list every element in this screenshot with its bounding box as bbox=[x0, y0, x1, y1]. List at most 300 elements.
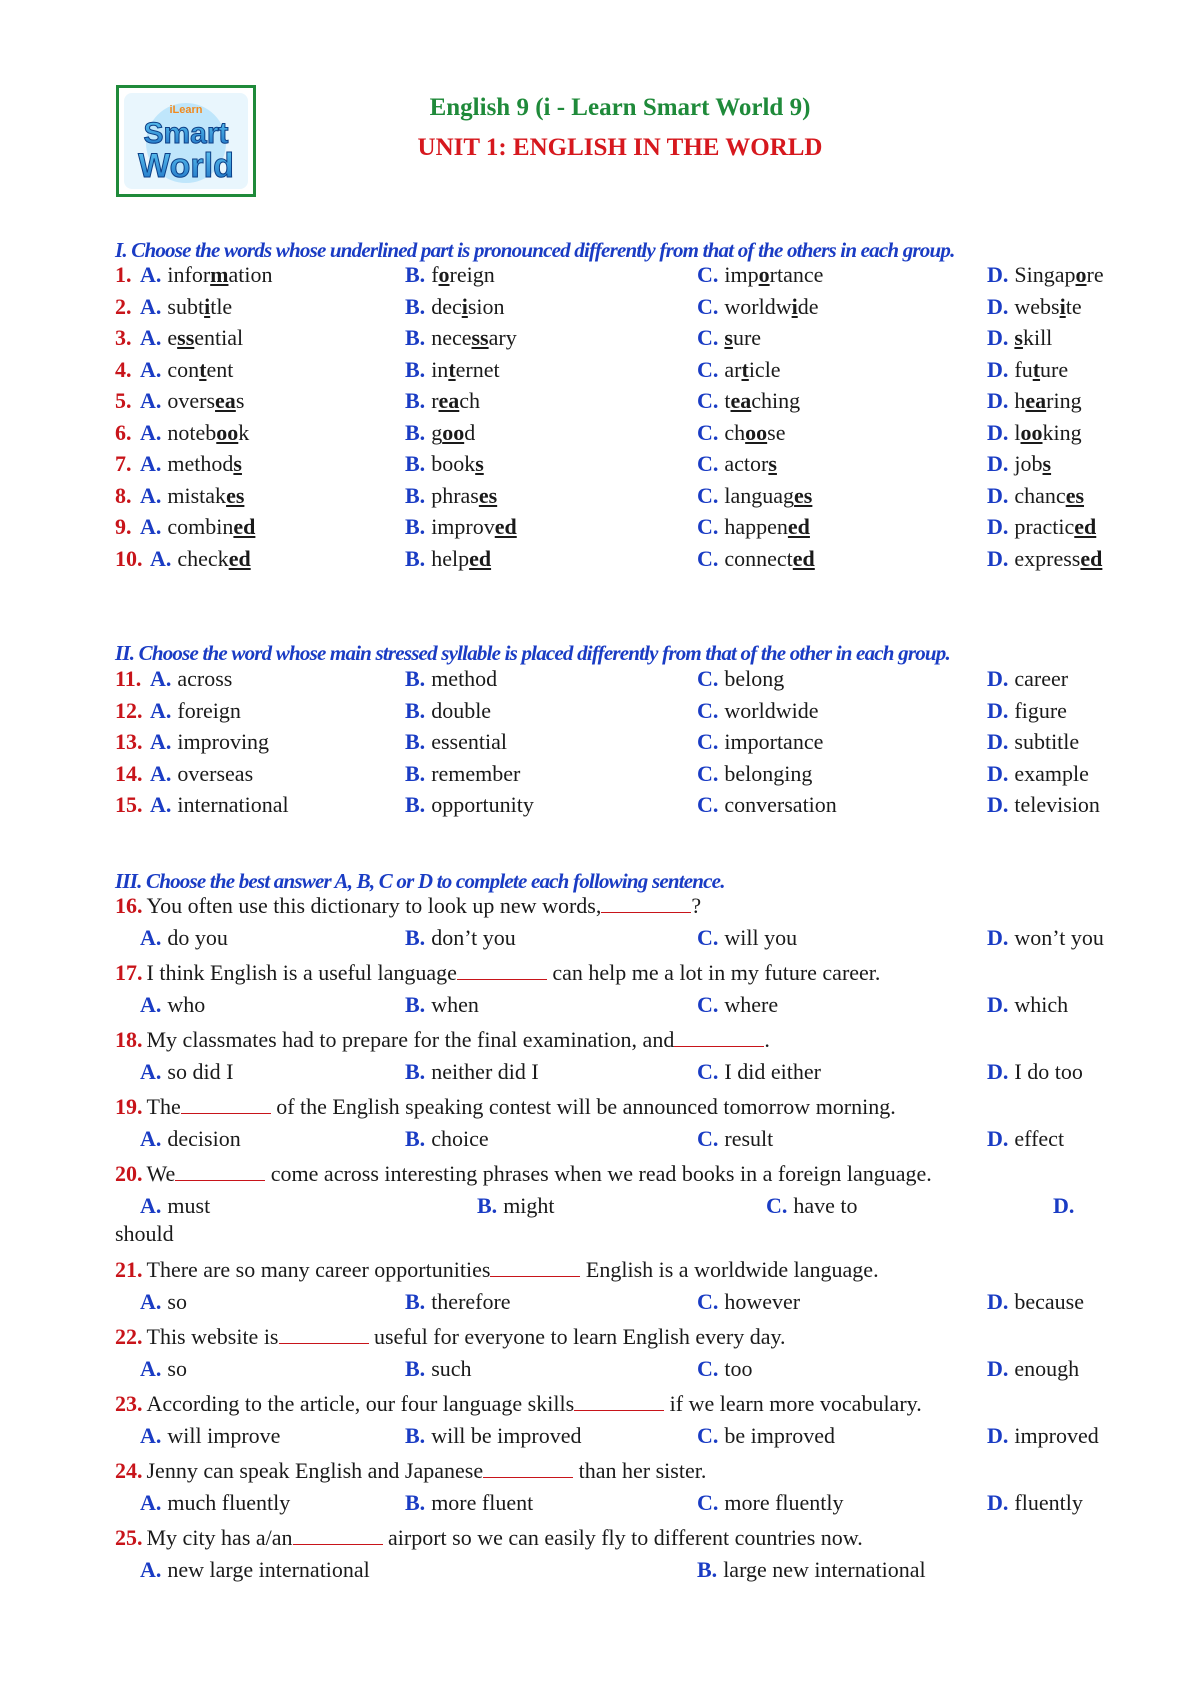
question-stem bbox=[115, 893, 701, 919]
question-number: 16. bbox=[115, 893, 143, 918]
option-letter: A. bbox=[140, 1289, 162, 1314]
answer-option-a[interactable] bbox=[140, 420, 249, 446]
word-part: actor bbox=[724, 451, 769, 476]
word-part: overs bbox=[167, 388, 216, 413]
stem-after: come across interesting phrases when we read books in a foreign language. bbox=[265, 1161, 932, 1186]
answer-blank[interactable] bbox=[181, 1095, 271, 1114]
answer-option-a[interactable] bbox=[140, 1126, 241, 1152]
underlined-part: ed bbox=[1080, 545, 1103, 571]
option-text: do you bbox=[167, 925, 228, 950]
option-letter: A. bbox=[150, 729, 172, 754]
answer-option-c[interactable] bbox=[697, 420, 785, 446]
question-row bbox=[0, 388, 1200, 420]
answer-option-c[interactable] bbox=[697, 546, 815, 572]
option-letter: D. bbox=[987, 666, 1009, 691]
option-text: double bbox=[431, 697, 492, 723]
option-letter: D. bbox=[987, 1490, 1009, 1515]
option-text: importance bbox=[724, 729, 824, 754]
answer-option-b[interactable] bbox=[405, 451, 484, 477]
word-part: book bbox=[431, 451, 476, 476]
word-part: ation bbox=[228, 262, 273, 287]
underlined-part: ea bbox=[1025, 388, 1047, 413]
word-part: ar bbox=[724, 356, 742, 382]
answer-option-d[interactable] bbox=[987, 388, 1082, 414]
question-number: 14. bbox=[115, 760, 143, 786]
answer-option-a[interactable] bbox=[140, 325, 243, 351]
option-letter: B. bbox=[405, 792, 426, 817]
option-text: however bbox=[724, 1289, 801, 1314]
stem-before: There are so many career opportunities bbox=[146, 1257, 491, 1282]
option-text: large new international bbox=[723, 1557, 926, 1582]
question-row bbox=[0, 514, 1200, 546]
answer-option-a[interactable] bbox=[140, 1289, 187, 1315]
option-text: subtitle bbox=[1014, 729, 1080, 754]
answer-option-d[interactable] bbox=[987, 420, 1082, 446]
option-letter: B. bbox=[405, 545, 426, 571]
option-letter: C. bbox=[697, 1356, 719, 1381]
answer-option-c[interactable] bbox=[697, 1490, 844, 1516]
stem-after: if we learn more vocabulary. bbox=[664, 1391, 922, 1416]
underlined-part: s bbox=[724, 325, 733, 350]
answer-option-b[interactable] bbox=[405, 357, 500, 383]
underlined-part: oo bbox=[1020, 419, 1043, 445]
option-letter: B. bbox=[697, 1557, 718, 1582]
answer-option-c[interactable] bbox=[697, 992, 778, 1018]
answer-option-a[interactable] bbox=[140, 1193, 210, 1219]
answer-option-a[interactable] bbox=[140, 1490, 290, 1516]
answer-option-d[interactable] bbox=[1053, 1193, 1080, 1219]
answer-option-b[interactable] bbox=[405, 761, 520, 787]
answer-option-b[interactable] bbox=[405, 262, 495, 288]
option-letter: D. bbox=[987, 325, 1009, 350]
answer-option-a[interactable] bbox=[140, 1423, 280, 1449]
underlined-part: m bbox=[210, 262, 229, 287]
question-number: 4. bbox=[115, 356, 132, 382]
answer-option-c[interactable] bbox=[697, 761, 812, 787]
answer-option-c[interactable] bbox=[697, 698, 818, 724]
word-part: sion bbox=[467, 293, 505, 319]
option-text: more fluently bbox=[724, 1490, 844, 1515]
option-text: television bbox=[1014, 792, 1100, 817]
underlined-part: ed bbox=[228, 545, 251, 571]
answer-option-a[interactable] bbox=[150, 666, 232, 692]
underlined-part: o bbox=[1075, 262, 1087, 287]
option-letter: B. bbox=[405, 451, 426, 476]
answer-option-a[interactable] bbox=[140, 451, 242, 477]
answer-option-c[interactable] bbox=[766, 1193, 858, 1219]
option-letter: C. bbox=[697, 293, 719, 319]
question-row bbox=[0, 420, 1200, 452]
answer-option-c[interactable] bbox=[697, 325, 761, 351]
word-part: rtance bbox=[769, 262, 824, 287]
option-letter: C. bbox=[697, 1126, 719, 1151]
underlined-part: t bbox=[741, 356, 749, 382]
underlined-part: i bbox=[1059, 293, 1066, 319]
option-letter: B. bbox=[405, 1490, 426, 1515]
word-part: practic bbox=[1014, 514, 1075, 539]
stem-after: than her sister. bbox=[573, 1458, 707, 1483]
answer-option-a[interactable] bbox=[140, 294, 232, 320]
answer-option-b[interactable] bbox=[405, 1289, 511, 1315]
answer-option-d[interactable] bbox=[987, 666, 1068, 692]
underlined-part: ed bbox=[233, 514, 256, 539]
answer-option-d[interactable] bbox=[987, 698, 1067, 724]
option-letter: B. bbox=[477, 1193, 498, 1218]
question-number: 22. bbox=[115, 1324, 143, 1349]
option-letter: D. bbox=[987, 1059, 1009, 1084]
answer-option-c[interactable] bbox=[697, 1126, 773, 1152]
answer-option-d[interactable] bbox=[987, 1423, 1099, 1449]
question-number: 7. bbox=[115, 451, 132, 476]
answer-option-a[interactable] bbox=[140, 514, 255, 540]
option-text: method bbox=[431, 666, 498, 691]
answer-option-d[interactable] bbox=[987, 357, 1068, 383]
answer-option-a[interactable] bbox=[150, 546, 251, 572]
option-text: international bbox=[177, 792, 289, 817]
underlined-part: es bbox=[478, 482, 498, 508]
option-letter: A. bbox=[140, 1193, 162, 1218]
section-2-heading: II. Choose the word whose main stressed syllable is placed differently from that of the other in each group. bbox=[115, 641, 950, 665]
answer-option-c[interactable] bbox=[697, 262, 823, 288]
answer-option-c[interactable] bbox=[697, 1423, 835, 1449]
answer-option-b[interactable] bbox=[405, 420, 475, 446]
answer-option-b[interactable] bbox=[405, 388, 480, 414]
answer-option-c[interactable] bbox=[697, 294, 819, 320]
word-part: phras bbox=[431, 482, 479, 508]
answer-option-a[interactable] bbox=[150, 698, 241, 724]
option-text: worldwide bbox=[724, 697, 819, 723]
underlined-part: oo bbox=[216, 419, 239, 445]
answer-option-b[interactable] bbox=[405, 294, 505, 320]
answer-option-b[interactable] bbox=[405, 729, 507, 755]
answer-option-c[interactable] bbox=[697, 1356, 753, 1382]
answer-option-c[interactable] bbox=[697, 357, 781, 383]
option-letter: C. bbox=[697, 1059, 719, 1084]
underlined-part: ea bbox=[438, 388, 460, 413]
option-letter: B. bbox=[405, 325, 426, 350]
question-number: 24. bbox=[115, 1458, 143, 1483]
word-part: infor bbox=[167, 262, 211, 287]
word-part: job bbox=[1014, 451, 1043, 476]
option-letter: A. bbox=[140, 992, 162, 1017]
answer-option-d[interactable] bbox=[987, 262, 1104, 288]
option-text: improved bbox=[1014, 1423, 1099, 1448]
option-text: have to bbox=[793, 1193, 858, 1218]
answer-option-d[interactable] bbox=[987, 1356, 1079, 1382]
word-part: te bbox=[1065, 293, 1082, 319]
answer-option-a[interactable] bbox=[140, 1356, 187, 1382]
answer-option-d[interactable] bbox=[987, 325, 1052, 351]
answer-blank[interactable] bbox=[601, 894, 691, 913]
word-part: t bbox=[724, 388, 731, 413]
answer-option-d[interactable] bbox=[987, 1490, 1083, 1516]
option-letter: D. bbox=[987, 1356, 1009, 1381]
option-text: must bbox=[167, 1193, 211, 1218]
option-letter: A. bbox=[140, 262, 162, 287]
word-part: reign bbox=[449, 262, 495, 287]
answer-option-b[interactable] bbox=[405, 1059, 539, 1085]
answer-blank[interactable] bbox=[293, 1526, 383, 1545]
word-part: fu bbox=[1014, 356, 1033, 382]
option-letter: C. bbox=[697, 419, 719, 445]
answer-option-a[interactable] bbox=[140, 483, 244, 509]
option-text: new large international bbox=[167, 1557, 370, 1582]
answer-option-d[interactable] bbox=[987, 451, 1051, 477]
word-part: ch bbox=[459, 388, 481, 413]
option-letter: B. bbox=[405, 482, 426, 508]
word-part: subt bbox=[167, 293, 205, 319]
answer-option-d[interactable] bbox=[987, 483, 1084, 509]
option-letter: C. bbox=[697, 792, 719, 817]
option-letter: A. bbox=[140, 1423, 162, 1448]
answer-option-d[interactable] bbox=[987, 992, 1068, 1018]
question-stem bbox=[115, 1027, 770, 1053]
answer-option-b[interactable] bbox=[405, 1126, 489, 1152]
word-part: f bbox=[431, 262, 439, 287]
option-letter: D. bbox=[987, 451, 1009, 476]
option-letter: A. bbox=[140, 1490, 162, 1515]
word-part: express bbox=[1014, 545, 1081, 571]
question-number: 19. bbox=[115, 1094, 143, 1119]
answer-option-b[interactable] bbox=[697, 1557, 926, 1583]
word-part: ernet bbox=[455, 356, 500, 382]
word-part: languag bbox=[724, 482, 795, 508]
answer-option-d[interactable] bbox=[987, 761, 1089, 787]
option-letter: A. bbox=[140, 482, 162, 508]
stem-after: ? bbox=[691, 893, 702, 918]
answer-option-a[interactable] bbox=[140, 262, 272, 288]
word-part: check bbox=[177, 545, 229, 571]
question-row bbox=[0, 792, 1200, 824]
underlined-part: s bbox=[1042, 451, 1052, 476]
option-letter: B. bbox=[405, 419, 426, 445]
option-text: because bbox=[1014, 1289, 1085, 1314]
answer-option-c[interactable] bbox=[697, 729, 823, 755]
answer-option-d[interactable] bbox=[987, 1059, 1083, 1085]
question-row bbox=[0, 483, 1200, 515]
smart-world-logo bbox=[116, 85, 256, 197]
option-letter: B. bbox=[405, 760, 426, 786]
option-text: opportunity bbox=[431, 792, 534, 817]
option-letter: A. bbox=[140, 356, 162, 382]
word-part: noteb bbox=[167, 419, 217, 445]
answer-option-b[interactable] bbox=[405, 792, 534, 818]
option-letter: C. bbox=[697, 729, 719, 754]
option-letter: B. bbox=[405, 293, 426, 319]
underlined-part: ss bbox=[177, 325, 195, 350]
answer-option-a[interactable] bbox=[140, 992, 205, 1018]
answer-option-c[interactable] bbox=[697, 666, 784, 692]
answer-option-b[interactable] bbox=[405, 925, 516, 951]
answer-blank[interactable] bbox=[674, 1028, 764, 1047]
answer-option-b[interactable] bbox=[477, 1193, 555, 1219]
answer-option-d[interactable] bbox=[987, 546, 1102, 572]
option-letter: A. bbox=[140, 293, 162, 319]
underlined-part: i bbox=[204, 293, 211, 319]
option-letter: C. bbox=[697, 388, 719, 413]
answer-option-a[interactable] bbox=[140, 357, 233, 383]
option-letter: B. bbox=[405, 1356, 426, 1381]
stem-after: English is a worldwide language. bbox=[580, 1257, 879, 1282]
answer-option-a[interactable] bbox=[150, 792, 289, 818]
option-letter: B. bbox=[405, 388, 426, 413]
answer-option-d[interactable] bbox=[987, 1126, 1064, 1152]
option-text: belong bbox=[724, 666, 785, 691]
underlined-part: ss bbox=[471, 325, 489, 350]
underlined-part: s bbox=[233, 451, 242, 476]
answer-option-b[interactable] bbox=[405, 1423, 582, 1449]
answer-blank[interactable] bbox=[175, 1162, 265, 1181]
word-part: ure bbox=[732, 325, 762, 350]
answer-option-d[interactable] bbox=[987, 792, 1100, 818]
option-text: effect bbox=[1014, 1126, 1065, 1151]
word-part: ary bbox=[488, 325, 517, 350]
word-part: re bbox=[1086, 262, 1104, 287]
option-text: such bbox=[431, 1356, 472, 1381]
answer-option-d[interactable] bbox=[987, 729, 1079, 755]
answer-option-a[interactable] bbox=[140, 925, 228, 951]
answer-option-b[interactable] bbox=[405, 1490, 533, 1516]
option-letter: C. bbox=[766, 1193, 788, 1218]
word-part: h bbox=[1014, 388, 1026, 413]
word-part: g bbox=[431, 419, 443, 445]
answer-option-c[interactable] bbox=[697, 483, 812, 509]
option-letter: C. bbox=[697, 262, 719, 287]
question-number: 1. bbox=[115, 262, 132, 287]
underlined-part: ed bbox=[787, 514, 810, 539]
answer-option-a[interactable] bbox=[150, 729, 269, 755]
word-part: king bbox=[1042, 419, 1082, 445]
option-letter: C. bbox=[697, 482, 719, 508]
underlined-part: i bbox=[791, 293, 798, 319]
answer-option-c[interactable] bbox=[697, 925, 797, 951]
underlined-part: s bbox=[475, 451, 484, 476]
word-part: mistak bbox=[167, 482, 227, 508]
answer-blank[interactable] bbox=[279, 1325, 369, 1344]
option-text: improving bbox=[177, 729, 270, 754]
answer-option-a[interactable] bbox=[150, 761, 253, 787]
question-row bbox=[0, 262, 1200, 294]
question-number: 23. bbox=[115, 1391, 143, 1416]
option-letter: D. bbox=[987, 1289, 1009, 1314]
option-letter: D. bbox=[987, 1423, 1009, 1448]
underlined-part: s bbox=[768, 451, 777, 476]
option-letter: A. bbox=[140, 1557, 162, 1582]
option-letter: B. bbox=[405, 514, 426, 539]
answer-option-b[interactable] bbox=[405, 698, 491, 724]
question-stem bbox=[115, 1161, 932, 1187]
underlined-part: ea bbox=[215, 388, 236, 413]
answer-option-d[interactable] bbox=[987, 1289, 1084, 1315]
word-part: ential bbox=[194, 325, 244, 350]
question-row bbox=[0, 729, 1200, 761]
answer-option-d[interactable] bbox=[987, 294, 1082, 320]
answer-option-b[interactable] bbox=[405, 325, 517, 351]
option-text: overseas bbox=[177, 760, 254, 786]
answer-blank[interactable] bbox=[483, 1459, 573, 1478]
answer-option-b[interactable] bbox=[405, 483, 497, 509]
option-text: be improved bbox=[724, 1423, 835, 1448]
answer-option-d[interactable] bbox=[987, 514, 1096, 540]
answer-option-c[interactable] bbox=[697, 1289, 800, 1315]
answer-option-a[interactable] bbox=[140, 1059, 233, 1085]
option-letter: A. bbox=[140, 925, 162, 950]
underlined-part: ed bbox=[1074, 514, 1097, 539]
answer-blank[interactable] bbox=[574, 1392, 664, 1411]
answer-option-b[interactable] bbox=[405, 666, 497, 692]
answer-option-b[interactable] bbox=[405, 514, 517, 540]
answer-option-c[interactable] bbox=[697, 388, 800, 414]
answer-blank[interactable] bbox=[457, 961, 547, 980]
option-letter: D. bbox=[987, 729, 1009, 754]
option-letter: B. bbox=[405, 1126, 426, 1151]
answer-option-a[interactable] bbox=[140, 1557, 370, 1583]
option-letter: C. bbox=[697, 514, 719, 539]
option-letter: D. bbox=[987, 792, 1009, 817]
answer-option-b[interactable] bbox=[405, 1356, 472, 1382]
question-number: 15. bbox=[115, 792, 143, 817]
option-letter: D. bbox=[987, 356, 1009, 382]
answer-option-c[interactable] bbox=[697, 1059, 821, 1085]
option-letter: D. bbox=[987, 262, 1009, 287]
option-letter: A. bbox=[150, 666, 172, 691]
option-letter: A. bbox=[150, 697, 172, 723]
stem-before: I think English is a useful language bbox=[146, 960, 457, 985]
stem-after: useful for everyone to learn English every day. bbox=[368, 1324, 786, 1349]
answer-option-c[interactable] bbox=[697, 514, 810, 540]
answer-option-c[interactable] bbox=[697, 792, 837, 818]
option-letter: D. bbox=[1053, 1193, 1075, 1218]
answer-option-b[interactable] bbox=[405, 546, 491, 572]
word-part: worldw bbox=[724, 293, 792, 319]
option-letter: C. bbox=[697, 992, 719, 1017]
answer-blank[interactable] bbox=[490, 1258, 580, 1277]
option-letter: A. bbox=[150, 760, 172, 786]
underlined-part: ed bbox=[792, 545, 815, 571]
question-stem bbox=[115, 1458, 706, 1484]
answer-option-b[interactable] bbox=[405, 992, 479, 1018]
word-part: de bbox=[797, 293, 819, 319]
option-text: example bbox=[1014, 760, 1089, 786]
question-stem bbox=[115, 960, 880, 986]
question-number: 11. bbox=[115, 666, 142, 691]
option-text: I do too bbox=[1014, 1059, 1083, 1084]
logo-text-2: Smart bbox=[143, 117, 229, 150]
word-part: l bbox=[1014, 419, 1021, 445]
word-part: tle bbox=[210, 293, 233, 319]
underlined-part: i bbox=[461, 293, 468, 319]
option-letter: C. bbox=[697, 666, 719, 691]
answer-option-d[interactable] bbox=[987, 925, 1104, 951]
stem-before: You often use this dictionary to look up new words, bbox=[146, 893, 602, 918]
underlined-part: oo bbox=[442, 419, 465, 445]
option-letter: C. bbox=[697, 697, 719, 723]
logo-text-1: iLearn bbox=[169, 104, 203, 116]
stem-before: My classmates had to prepare for the final examination, and bbox=[146, 1027, 675, 1052]
word-part: happen bbox=[724, 514, 788, 539]
option-text: might bbox=[503, 1193, 555, 1218]
word-part: chanc bbox=[1014, 482, 1066, 508]
stem-after: airport so we can easily fly to different countries now. bbox=[382, 1525, 863, 1550]
answer-option-d-text[interactable]: should bbox=[115, 1221, 174, 1246]
question-number: 20. bbox=[115, 1161, 143, 1186]
stem-before: According to the article, our four language skills bbox=[146, 1391, 575, 1416]
option-letter: A. bbox=[140, 451, 162, 476]
word-part: webs bbox=[1014, 293, 1060, 319]
option-letter: B. bbox=[405, 1289, 426, 1314]
answer-option-c[interactable] bbox=[697, 451, 777, 477]
answer-option-a[interactable] bbox=[140, 388, 244, 414]
